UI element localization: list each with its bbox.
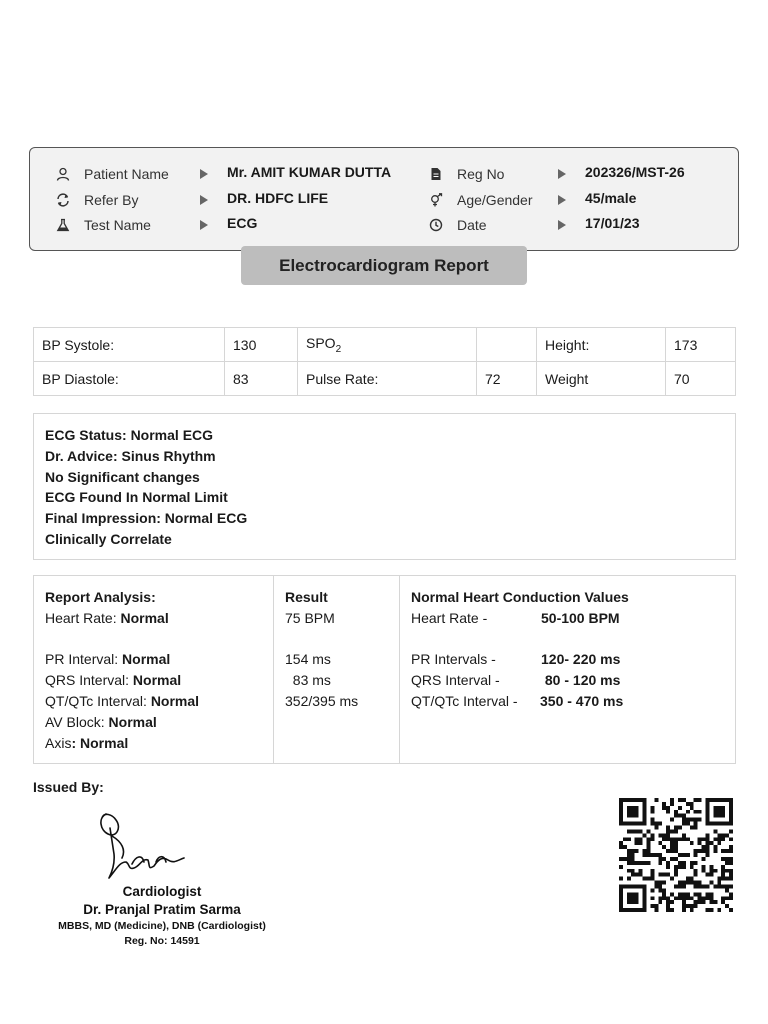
- age-gender-value: 45/male: [585, 190, 637, 206]
- bp-diastole-label: BP Diastole:: [34, 362, 225, 396]
- report-analysis-table: [33, 575, 736, 764]
- height-value: 173: [666, 328, 736, 362]
- flask-icon: [56, 218, 70, 232]
- normal-values-column: [400, 576, 735, 763]
- spo2-value: [477, 328, 537, 362]
- arrow-right-icon: [558, 220, 566, 230]
- arrow-right-icon: [558, 169, 566, 179]
- patient-info-card: [29, 147, 739, 251]
- pr-interval-result: 154 ms: [285, 651, 331, 668]
- document-icon: [429, 167, 443, 181]
- ecg-status-box: [33, 413, 736, 560]
- normal-qt-interval: QT/QTc Interval - 350 - 470 ms: [411, 692, 624, 709]
- qrs-interval-result: 83 ms: [285, 672, 331, 689]
- test-name-label: Test Name: [84, 217, 151, 233]
- issued-by-label: Issued By:: [33, 779, 104, 795]
- result-column: [274, 576, 400, 763]
- result-header: Result: [285, 589, 328, 605]
- date-row: [429, 215, 487, 235]
- pulse-rate-value: 72: [477, 362, 537, 396]
- doctor-name: Dr. Pranjal Pratim Sarma: [83, 902, 241, 917]
- qr-code-icon: [616, 798, 736, 912]
- normal-pr-interval: PR Intervals - 120- 220 ms: [411, 651, 621, 668]
- heart-rate-analysis: Heart Rate: Normal: [45, 609, 169, 626]
- doctor-qualifications: MBBS, MD (Medicine), DNB (Cardiologist): [58, 920, 266, 932]
- bp-diastole-value: 83: [225, 362, 298, 396]
- status-line: Dr. Advice: Sinus Rhythm: [45, 447, 216, 464]
- test-name-value: ECG: [227, 215, 258, 231]
- signature-image: [92, 806, 197, 886]
- normal-values-header: Normal Heart Conduction Values: [411, 589, 629, 605]
- qt-interval-analysis: QT/QTc Interval: Normal: [45, 692, 200, 709]
- test-name-row: [56, 215, 151, 235]
- status-line: ECG Found In Normal Limit: [45, 489, 228, 506]
- reg-no-value: 202326/MST-26: [585, 164, 685, 180]
- qt-interval-result: 352/395 ms: [285, 692, 359, 709]
- arrow-right-icon: [200, 220, 208, 230]
- patient-name-row: [56, 164, 169, 184]
- weight-value: 70: [666, 362, 736, 396]
- vitals-table: [33, 327, 736, 396]
- arrow-right-icon: [200, 169, 208, 179]
- status-line: Final Impression: Normal ECG: [45, 510, 248, 527]
- status-line: Clinically Correlate: [45, 530, 172, 547]
- analysis-column: [34, 576, 274, 763]
- doctor-signature-block: [38, 883, 286, 949]
- date-value: 17/01/23: [585, 215, 640, 231]
- user-icon: [56, 167, 70, 181]
- refer-by-value: DR. HDFC LIFE: [227, 190, 329, 206]
- weight-label: Weight: [537, 362, 666, 396]
- bp-systole-label: BP Systole:: [34, 328, 225, 362]
- status-line: No Significant changes: [45, 468, 200, 485]
- arrow-right-icon: [558, 195, 566, 205]
- age-gender-row: [429, 190, 533, 210]
- normal-qrs-interval: QRS Interval - 80 - 120 ms: [411, 672, 621, 689]
- av-block-analysis: AV Block: Normal: [45, 713, 157, 730]
- table-row: [34, 328, 736, 362]
- analysis-header: Report Analysis:: [45, 589, 156, 605]
- patient-name-value: Mr. AMIT KUMAR DUTTA: [227, 164, 392, 180]
- spo2-label: $SPO_2$: [298, 328, 477, 362]
- refer-by-row: [56, 190, 138, 210]
- patient-name-label: Patient Name: [84, 166, 169, 182]
- doctor-title: Cardiologist: [122, 884, 202, 899]
- age-gender-label: Age/Gender: [457, 192, 533, 208]
- normal-heart-rate: Heart Rate - 50-100 BPM: [411, 609, 620, 626]
- table-row: [34, 362, 736, 396]
- qrs-interval-analysis: QRS Interval: Normal: [45, 672, 182, 689]
- axis-analysis: Axis: Normal: [45, 734, 129, 751]
- refer-by-label: Refer By: [84, 192, 139, 208]
- date-label: Date: [457, 217, 487, 233]
- gender-icon: [429, 193, 443, 207]
- status-line: ECG Status: Normal ECG: [45, 427, 214, 443]
- heart-rate-result: 75 BPM: [285, 609, 335, 626]
- report-title: Electrocardiogram Report: [241, 246, 527, 285]
- reg-no-row: [429, 164, 504, 184]
- arrow-right-icon: [200, 195, 208, 205]
- height-label: Height:: [537, 328, 666, 362]
- bp-systole-value: 130: [225, 328, 298, 362]
- pulse-rate-label: Pulse Rate:: [298, 362, 477, 396]
- pr-interval-analysis: PR Interval: Normal: [45, 651, 171, 668]
- reg-no-label: Reg No: [457, 166, 505, 182]
- doctor-reg-no: Reg. No: 14591: [124, 935, 200, 947]
- clock-icon: [429, 218, 443, 232]
- refresh-icon: [56, 193, 70, 207]
